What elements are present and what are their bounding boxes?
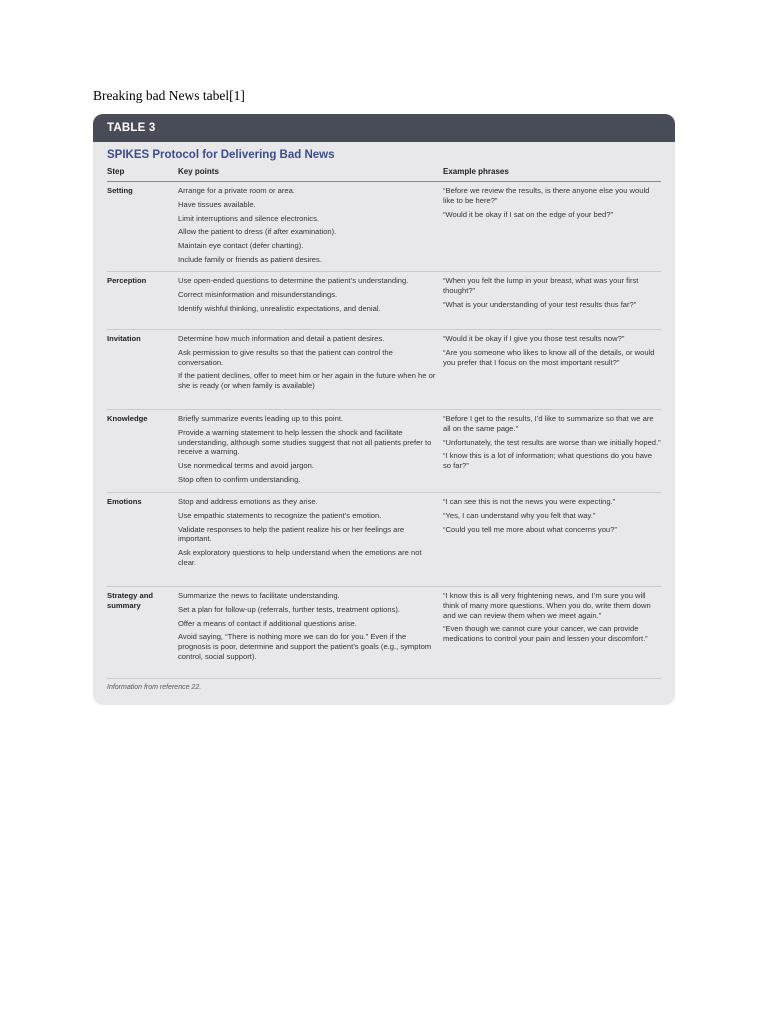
row-examples (443, 276, 661, 329)
row-key-points (178, 186, 443, 271)
column-header-example-phrases: Example phrases (443, 167, 509, 176)
column-header-step: Step (107, 167, 125, 176)
key-point: Use nonmedical terms and avoid jargon. (178, 461, 314, 471)
key-point: Limit interruptions and silence electronics. (178, 213, 319, 223)
table-row (107, 330, 661, 410)
key-point: Correct misinformation and misunderstandings. (178, 289, 338, 299)
row-step: Emotions (107, 497, 142, 506)
example-phrase: “I know this is a lot of information; what questions do you have so far?” (443, 451, 652, 471)
key-point: Provide a warning statement to help lessen the shock and facilitate understanding, although some studies suggest that not all patients prefer to receive a warning. (178, 427, 432, 457)
key-point: Use open-ended questions to determine the patient’s understanding. (178, 276, 409, 285)
table-source-note: Information from reference 22. (107, 684, 202, 691)
example-phrase: “Before I get to the results, I’d like to summarize so that we are all on the same page.” (443, 414, 654, 433)
row-key-points (178, 591, 443, 678)
example-phrase: “Could you tell me more about what concerns you?” (443, 524, 617, 534)
key-point: If the patient declines, offer to meet him or her again in the future when he or she is ready (or when family is available) (178, 371, 436, 391)
table-label: TABLE 3 (93, 114, 675, 142)
key-point: Set a plan for follow-up (referrals, further tests, treatment options). (178, 604, 401, 614)
table-row (107, 493, 661, 587)
example-phrase: “Unfortunately, the test results are worse than we initially hoped.” (443, 437, 661, 447)
example-phrase: “Yes, I can understand why you felt that way.” (443, 510, 596, 520)
key-point: Stop often to confirm understanding. (178, 474, 301, 484)
example-phrase: “I know this is all very frightening news, and I’m sure you will think of many more questions. When you do, write them down and we can review them when we meet again.” (443, 591, 651, 620)
key-point: Determine how much information and detail a patient desires. (178, 334, 385, 343)
table-body (93, 147, 675, 691)
key-point: Maintain eye contact (defer charting). (178, 241, 304, 251)
example-phrase: “When you felt the lump in your breast, what was your first thought?” (443, 276, 639, 295)
row-examples (443, 186, 661, 271)
row-key-points (178, 276, 443, 329)
key-point: Ask exploratory questions to help understand when the emotions are not clear. (178, 548, 422, 567)
example-phrase: “Even though we cannot cure your cancer, we can provide medications to control your pain and lessen your discomfort.” (443, 624, 648, 644)
row-examples (443, 497, 661, 586)
key-point: Summarize the news to facilitate understanding. (178, 591, 340, 600)
row-step: Invitation (107, 334, 141, 343)
key-point: Have tissues available. (178, 199, 256, 209)
column-header-key-points: Key points (178, 167, 219, 176)
table-row (107, 182, 661, 272)
row-step: Perception (107, 276, 147, 285)
table-row (107, 272, 661, 330)
row-step: Knowledge (107, 414, 148, 423)
example-phrase: “Would it be okay if I give you those test results now?” (443, 334, 625, 343)
key-point: Stop and address emotions as they arise. (178, 497, 318, 506)
row-step: Strategy and summary (107, 591, 153, 610)
key-point: Identify wishful thinking, unrealistic expectations, and denial. (178, 303, 381, 313)
table-row (107, 410, 661, 493)
document-title: Breaking bad News tabel[1] (93, 88, 245, 103)
table-row (107, 587, 661, 679)
row-key-points (178, 334, 443, 409)
example-phrase: “Are you someone who likes to know all of the details, or would you prefer that I focus on the most important result?” (443, 347, 655, 367)
row-key-points (178, 497, 443, 586)
key-point: Briefly summarize events leading up to this point. (178, 414, 344, 423)
key-point: Arrange for a private room or area. (178, 186, 295, 195)
key-point: Include family or friends as patient desires. (178, 254, 322, 264)
row-examples (443, 334, 661, 409)
example-phrase: “I can see this is not the news you were expecting.” (443, 497, 616, 506)
row-examples (443, 591, 661, 678)
key-point: Validate responses to help the patient realize his or her feelings are important. (178, 524, 405, 544)
table-subtitle: SPIKES Protocol for Delivering Bad News (107, 149, 335, 161)
row-examples (443, 414, 661, 492)
table-card (93, 114, 675, 705)
key-point: Ask permission to give results so that the patient can control the conversation. (178, 347, 393, 367)
key-point: Offer a means of contact if additional questions arise. (178, 618, 357, 628)
table-header-row (107, 164, 661, 182)
key-point: Avoid saying, “There is nothing more we can do for you.” Even if the prognosis is poor, determine and support the patient’s goals (e.g., symptom control, social support). (178, 632, 432, 661)
key-point: Use empathic statements to recognize the patient’s emotion. (178, 510, 382, 520)
example-phrase: “What is your understanding of your test results thus far?” (443, 299, 637, 309)
row-key-points (178, 414, 443, 492)
row-step: Setting (107, 186, 133, 195)
key-point: Allow the patient to dress (if after examination). (178, 227, 337, 237)
example-phrase: “Would it be okay if I sat on the edge of your bed?” (443, 209, 613, 219)
example-phrase: “Before we review the results, is there anyone else you would like to be here?” (443, 186, 650, 205)
